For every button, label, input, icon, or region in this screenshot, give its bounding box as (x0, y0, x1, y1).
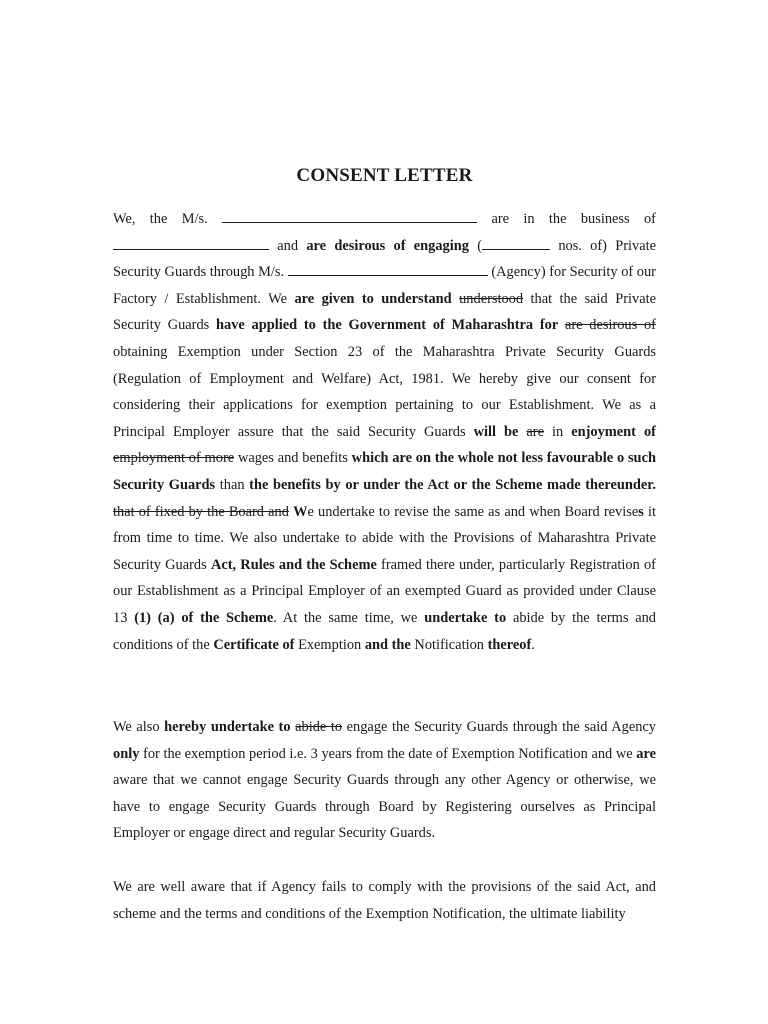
text-run: . (531, 636, 535, 653)
struck-text: that of fixed by the Board and (113, 503, 289, 520)
text-run: wages and benefits (237, 450, 348, 467)
text-run: are in the business of (491, 211, 656, 227)
bold-text: W (293, 503, 308, 520)
bold-text: are given to understand (294, 290, 452, 307)
text-run: We also (113, 719, 160, 735)
company-name-blank (222, 208, 477, 223)
text-run: obtaining Exemption under Section 23 of the Maharashtra Private Security Guards (Regulation of Employment and Welfare) Act, 1981. We hereby give our consent for considering their applications for exemption pertaining to our Establishment. We as a Principal Employer assure that the said Security Guards (113, 343, 656, 440)
text-run: that the said Private Security Guards (113, 290, 656, 334)
text-run: nos. of) Private Security Guards through M/s. (113, 237, 656, 281)
text-run: Notification (414, 636, 484, 653)
text-run: e undertake to revise the same as and when Board revise (307, 503, 639, 520)
bold-text: which are on the whole not less favourable o such Security Guards (113, 450, 656, 493)
struck-text: employment of more (113, 450, 235, 467)
bold-text: Certificate of (213, 636, 295, 653)
bold-text: are desirous of engaging (306, 237, 469, 254)
struck-text: are (526, 423, 544, 440)
text-run: than (219, 476, 245, 493)
bold-text: have applied to the Government of Maharashtra for (216, 317, 559, 334)
page-title: CONSENT LETTER (296, 165, 473, 186)
text-run: abide by the terms and conditions of the (113, 609, 656, 653)
text-run: for the exemption period i.e. 3 years from the date of Exemption Notification and we (143, 745, 633, 762)
text-run: . At the same time, we (273, 609, 418, 626)
bold-text: Act, Rules and the Scheme (210, 556, 377, 573)
struck-text: understood (459, 290, 524, 307)
bold-text: and the (364, 636, 411, 653)
text-run: engage the Security Guards through the said Agency (346, 719, 656, 735)
text-run: framed there under, particularly Registration of our Establishment as a Principal Employer of an exempted Guard as provided under Clause 13 (113, 556, 656, 626)
bold-text: the benefits by or under the Act or the Scheme made thereunder. (249, 476, 656, 493)
business-blank (113, 235, 269, 250)
text-run: it from time to time. We also undertake to abide with the Provisions of Maharashtra Private Security Guards (113, 503, 657, 573)
text-run: aware that we cannot engage Security Guards through any other Agency or otherwise, we have to engage Security Guards through Board by Registering ourselves as Principal Employer or engage direct and regular Security Guards. (113, 772, 656, 842)
bold-text: hereby undertake to (164, 719, 291, 735)
struck-text: are desirous of (564, 317, 656, 334)
paragraph-1 (113, 206, 656, 658)
bold-text: will be (473, 423, 519, 440)
bold-text: thereof (487, 636, 532, 653)
bold-text: only (113, 745, 140, 762)
agency-name-blank (288, 262, 488, 277)
bold-text: undertake to (424, 609, 507, 626)
text-run: ( (477, 237, 483, 254)
bold-text: s (638, 503, 644, 520)
bold-text: are (636, 745, 656, 762)
text-run: We, the M/s. (113, 211, 208, 227)
text-run: We are well aware that if Agency fails to comply with the provisions of the said Act, and scheme and the terms and conditions of the Exemption Notification, the ultimate liability (113, 879, 656, 922)
number-blank (482, 235, 550, 250)
paragraph-3 (113, 874, 656, 927)
text-run: Exemption (298, 636, 362, 653)
text-run: (Agency) for Security of our Factory / Establishment. We (113, 264, 656, 307)
text-run: and (277, 237, 299, 254)
bold-text: (1) (a) of the Scheme (134, 609, 274, 626)
paragraph-2 (113, 714, 656, 847)
bold-text: enjoyment of (571, 423, 656, 440)
text-run: in (552, 423, 564, 440)
struck-text: abide to (295, 719, 343, 735)
